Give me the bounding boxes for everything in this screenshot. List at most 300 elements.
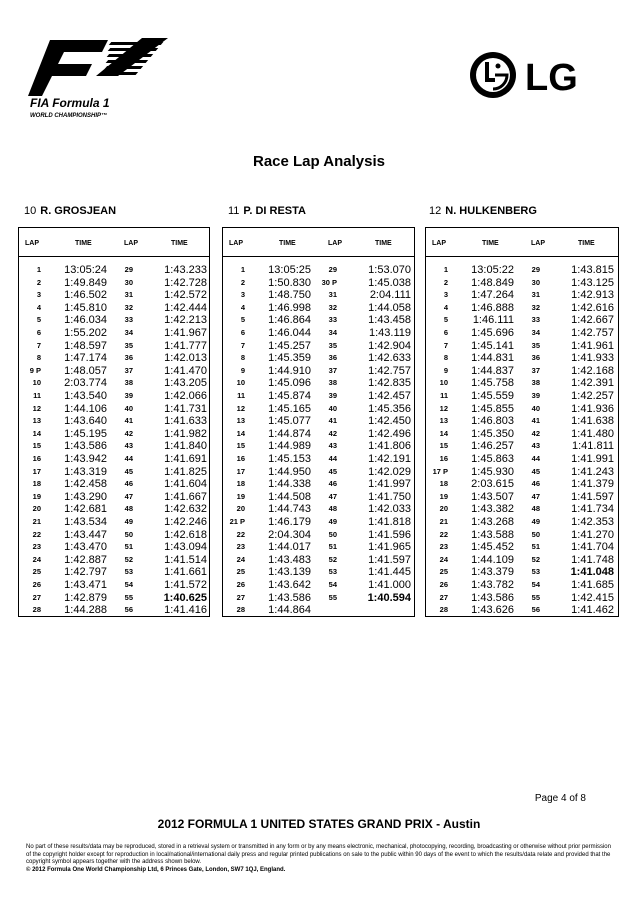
lap-time: 1:43.942 — [64, 453, 107, 465]
lap-time: 1:46.864 — [268, 314, 311, 327]
lap-number: 19 — [439, 491, 448, 501]
lap-time: 1:41.000 — [368, 579, 411, 591]
lap-time: 1:44.831 — [471, 352, 514, 365]
lap-time: 1:43.815 — [571, 264, 614, 276]
lap-number: 27 — [236, 592, 245, 602]
lap-number: 15 — [236, 441, 245, 451]
copyright: © 2012 Formula One World Championship Ltd, 6 Princes Gate, London, SW7 1QJ, England. — [26, 866, 286, 873]
lap-number: 35 — [124, 340, 133, 350]
lap-time: 1:43.268 — [471, 516, 514, 528]
lap-time: 1:41.748 — [571, 553, 614, 566]
time-header: TIME — [279, 240, 296, 247]
lap-number: 30 — [124, 277, 133, 287]
lap-number: 16 — [236, 454, 245, 463]
lap-number: 13 — [439, 416, 448, 426]
lap-number: 29 — [124, 265, 133, 274]
lap-time: 1:42.391 — [571, 377, 614, 390]
lap-time: 1:42.013 — [164, 352, 207, 365]
lap-number: 6 — [36, 328, 41, 337]
lap-time: 1:43.458 — [368, 314, 411, 327]
lap-time: 2:04.304 — [268, 528, 311, 541]
lap-time: 1:42.797 — [64, 566, 107, 579]
lap-number: 5 — [36, 315, 41, 325]
lap-number: 42 — [328, 428, 337, 438]
lap-time: 1:43.640 — [64, 415, 107, 428]
lap-time: 1:42.029 — [368, 465, 411, 478]
lap-number: 43 — [328, 441, 337, 451]
time-header: TIME — [578, 240, 595, 247]
lap-time: 1:41.597 — [571, 490, 614, 503]
lap-time: 1:44.106 — [64, 402, 107, 415]
lap-time: 1:41.991 — [571, 453, 614, 465]
lap-number: 34 — [328, 328, 337, 337]
lap-time: 13:05:25 — [268, 264, 311, 276]
lap-number: 4 — [36, 302, 41, 312]
lap-number: 21 — [439, 517, 448, 526]
lap-number: 54 — [124, 580, 133, 589]
lap-number: 8 — [36, 353, 41, 363]
lap-time: 1:42.757 — [571, 327, 614, 339]
lap-time: 1:41.750 — [368, 490, 411, 503]
lap-number: 2 — [36, 277, 41, 287]
lap-number: 39 — [531, 391, 540, 400]
lap-time: 1:41.661 — [164, 566, 207, 579]
lap-header: LAP — [229, 240, 243, 247]
lap-time: 1:41.604 — [164, 478, 207, 491]
lap-number: 20 — [439, 504, 448, 514]
page-title: Race Lap Analysis — [252, 153, 385, 170]
lap-number: 32 — [531, 302, 540, 312]
lap-time: 1:47.264 — [471, 289, 514, 302]
lap-number: 45 — [124, 466, 133, 476]
lap-number: 33 — [531, 315, 540, 325]
lap-number: 23 — [32, 542, 41, 552]
lap-number: 16 — [32, 454, 41, 463]
lap-time: 1:46.502 — [64, 289, 107, 302]
driver-name: N. HULKENBERG — [445, 205, 537, 217]
lap-header: LAP — [328, 240, 342, 247]
lap-number: 51 — [328, 542, 337, 552]
lap-number: 43 — [124, 441, 133, 451]
lap-number: 56 — [531, 605, 540, 615]
lap-number: 50 — [124, 529, 133, 539]
lap-header: LAP — [124, 240, 138, 247]
f1-logo-title: FIA Formula 1 — [30, 96, 110, 110]
lap-number: 40 — [124, 403, 133, 413]
lap-time: 1:45.874 — [268, 390, 311, 402]
lap-number: 51 — [531, 542, 540, 552]
lap-time: 1:46.034 — [64, 314, 107, 327]
lap-time: 1:43.586 — [471, 591, 514, 604]
driver-header-2 — [228, 205, 306, 217]
lap-time: 1:45.165 — [268, 402, 311, 415]
driver-name: P. DI RESTA — [243, 205, 306, 217]
lap-time: 1:41.633 — [164, 415, 207, 428]
lap-header: LAP — [25, 240, 39, 247]
lap-number: 33 — [124, 315, 133, 325]
lap-time: 1:43.588 — [471, 528, 514, 541]
lap-time: 1:41.379 — [571, 478, 614, 491]
driver-name: R. GROSJEAN — [40, 205, 117, 217]
lap-number: 2 — [443, 277, 448, 287]
lap-number: 18 — [32, 479, 41, 489]
lap-time: 1:42.415 — [571, 591, 614, 604]
lap-time: 1:45.930 — [471, 465, 514, 478]
event-title: 2012 FORMULA 1 UNITED STATES GRAND PRIX - Austin — [157, 817, 481, 831]
lap-time: 1:41.936 — [571, 402, 614, 415]
lap-number: 36 — [124, 353, 133, 363]
lap-number: 26 — [32, 580, 41, 589]
lap-time: 1:41.811 — [571, 440, 614, 453]
lap-time: 1:42.879 — [64, 591, 107, 604]
lap-number: 39 — [124, 391, 133, 400]
lap-time: 1:42.246 — [164, 516, 207, 528]
lap-time: 1:41.965 — [368, 541, 411, 554]
lap-time: 1:43.205 — [164, 377, 207, 390]
lap-time: 1:46.257 — [471, 440, 514, 453]
time-header: TIME — [75, 240, 92, 247]
lap-number: 6 — [443, 328, 448, 337]
lap-time: 1:42.066 — [164, 390, 207, 402]
lap-number: 46 — [531, 479, 540, 489]
lap-number: 12 — [439, 403, 448, 413]
lap-number: 49 — [124, 517, 133, 526]
time-header: TIME — [171, 240, 188, 247]
lap-number: 11 — [33, 391, 41, 400]
lap-number: 50 — [328, 529, 337, 539]
lg-logo-text: LG — [525, 57, 578, 99]
lap-number: 15 — [32, 441, 41, 451]
lap-time: 1:48.849 — [471, 276, 514, 289]
lap-header: LAP — [432, 240, 446, 247]
lap-time: 1:42.450 — [368, 415, 411, 428]
lap-time: 1:44.864 — [268, 604, 311, 617]
lap-time: 1:43.447 — [64, 528, 107, 541]
lap-number: 34 — [531, 328, 540, 337]
lap-number: 3 — [36, 290, 41, 300]
lap-time: 1:42.457 — [368, 390, 411, 402]
lap-time: 1:45.810 — [64, 301, 107, 314]
lap-number: 53 — [124, 567, 133, 577]
lap-time: 1:43.382 — [471, 503, 514, 516]
lap-time: 1:42.191 — [368, 453, 411, 465]
lap-number: 14 — [32, 428, 41, 438]
lap-number: 14 — [439, 428, 448, 438]
lap-time: 1:43.534 — [64, 516, 107, 528]
lap-time: 1:44.874 — [268, 427, 311, 440]
lap-time: 1:44.017 — [268, 541, 311, 554]
lap-time: 1:41.243 — [571, 465, 614, 478]
lap-time: 1:42.633 — [368, 352, 411, 365]
lap-number: 9 P — [29, 365, 41, 375]
header-divider — [19, 256, 209, 257]
lap-time: 1:41.596 — [368, 528, 411, 541]
lap-number: 3 — [443, 290, 448, 300]
lap-number: 28 — [236, 605, 245, 615]
lap-time: 1:41.462 — [571, 604, 614, 617]
lap-number: 20 — [32, 504, 41, 514]
lap-number: 42 — [124, 428, 133, 438]
lap-number: 4 — [240, 302, 245, 312]
lap-number: 1 — [36, 265, 41, 274]
lap-time: 1:53.070 — [368, 264, 411, 276]
lap-number: 51 — [124, 542, 133, 552]
lap-time: 1:42.618 — [164, 528, 207, 541]
lap-time: 1:44.058 — [368, 301, 411, 314]
lap-number: 13 — [32, 416, 41, 426]
lap-number: 47 — [531, 491, 540, 501]
lap-number: 52 — [124, 554, 133, 564]
lap-number: 11 — [237, 391, 245, 400]
lap-time: 1:48.750 — [268, 289, 311, 302]
lap-time: 1:42.681 — [64, 503, 107, 516]
lap-time: 1:40.625 — [163, 591, 207, 604]
lap-number: 29 — [531, 265, 540, 274]
lap-time: 1:41.445 — [368, 566, 411, 579]
lap-number: 34 — [124, 328, 133, 337]
lap-number: 13 — [236, 416, 245, 426]
lap-number: 38 — [531, 378, 540, 388]
lap-number: 43 — [531, 441, 540, 451]
lap-number: 17 — [32, 466, 41, 476]
lap-time: 1:42.887 — [64, 553, 107, 566]
lap-number: 54 — [328, 580, 337, 589]
lap-number: 15 — [439, 441, 448, 451]
lap-number: 33 — [328, 315, 337, 325]
lap-number: 21 — [32, 517, 41, 526]
lap-number: 24 — [439, 554, 448, 564]
lap-number: 25 — [32, 567, 41, 577]
legal-text: No part of these results/data may be reproduced, stored in a retrieval system or transmitted in any form or by any means electronic, mechanical, photocopying, recording, broadcasting or otherwise without prior permission of the copyright holder except for reproduction in local/national/international daily press and regular printed publications on sale to the public within 90 days of the event to which the results/data relate and provided that the copyright symbol appears together with the address shown below. — [26, 844, 611, 865]
lap-time: 1:45.350 — [471, 427, 514, 440]
lap-number: 19 — [236, 491, 245, 501]
lap-number: 47 — [124, 491, 133, 501]
lap-number: 41 — [328, 416, 337, 426]
lap-time: 1:42.033 — [368, 503, 411, 516]
lap-time: 1:43.125 — [571, 276, 614, 289]
lap-number: 20 — [236, 504, 245, 514]
lap-number: 55 — [124, 592, 133, 602]
lap-time: 1:43.483 — [268, 553, 311, 566]
lap-number: 5 — [240, 315, 245, 325]
lap-number: 27 — [439, 592, 448, 602]
lap-number: 44 — [124, 454, 133, 463]
lap-number: 17 — [236, 466, 245, 476]
lap-time: 1:41.825 — [164, 465, 207, 478]
lap-number: 48 — [124, 504, 133, 514]
lap-number: 42 — [531, 428, 540, 438]
lap-time: 1:46.179 — [268, 516, 311, 528]
lap-number: 25 — [439, 567, 448, 577]
lap-time: 1:45.452 — [471, 541, 514, 554]
lap-time: 1:42.257 — [571, 390, 614, 402]
time-header: TIME — [482, 240, 499, 247]
lap-number: 3 — [240, 290, 245, 300]
lap-time: 1:41.691 — [164, 453, 207, 465]
f1-logo-subtitle: WORLD CHAMPIONSHIP™ — [30, 113, 107, 119]
lap-time: 1:42.835 — [368, 377, 411, 390]
lap-time: 1:43.290 — [64, 490, 107, 503]
lap-number: 55 — [531, 592, 540, 602]
lap-time: 1:41.967 — [164, 327, 207, 339]
lap-number: 27 — [32, 592, 41, 602]
lap-number: 12 — [32, 403, 41, 413]
lap-time: 1:43.642 — [268, 579, 311, 591]
lap-number: 46 — [328, 479, 337, 489]
lap-time: 1:45.855 — [471, 402, 514, 415]
lap-time: 1:45.758 — [471, 377, 514, 390]
lap-time: 13:05:22 — [471, 264, 514, 276]
lap-number: 44 — [531, 454, 540, 463]
lap-time: 1:41.416 — [164, 604, 207, 617]
lap-time: 1:47.174 — [64, 352, 107, 365]
lap-number: 55 — [328, 592, 337, 602]
lap-time: 1:42.757 — [368, 364, 411, 377]
lap-table-grosjean — [18, 227, 210, 617]
lap-time: 1:43.782 — [471, 579, 514, 591]
lap-number: 23 — [236, 542, 245, 552]
lap-number: 45 — [328, 466, 337, 476]
lap-time: 1:55.202 — [64, 327, 107, 339]
lap-number: 37 — [328, 365, 337, 375]
lap-number: 10 — [236, 378, 245, 388]
lap-time: 1:49.849 — [64, 276, 107, 289]
lg-logo — [465, 50, 615, 100]
lap-time: 1:41.685 — [571, 579, 614, 591]
lap-number: 47 — [328, 491, 337, 501]
lap-number: 32 — [328, 302, 337, 312]
lap-number: 40 — [328, 403, 337, 413]
lap-time: 1:42.496 — [368, 427, 411, 440]
lap-number: 56 — [124, 605, 133, 615]
lap-time: 1:44.743 — [268, 503, 311, 516]
lap-time: 1:41.572 — [164, 579, 207, 591]
lap-time: 1:42.632 — [164, 503, 207, 516]
lap-time: 1:44.109 — [471, 553, 514, 566]
lap-number: 22 — [32, 529, 41, 539]
lap-time: 1:48.597 — [64, 339, 107, 352]
lap-number: 8 — [443, 353, 448, 363]
lap-time: 1:45.559 — [471, 390, 514, 402]
lap-number: 12 — [236, 403, 245, 413]
lap-number: 30 P — [321, 277, 337, 287]
lap-number: 44 — [328, 454, 337, 463]
lap-time: 1:41.704 — [571, 541, 614, 554]
lap-number: 52 — [328, 554, 337, 564]
lap-time: 1:41.961 — [571, 339, 614, 352]
lap-time: 1:41.470 — [164, 364, 207, 377]
lap-number: 14 — [236, 428, 245, 438]
lap-time: 1:41.667 — [164, 490, 207, 503]
lap-number: 26 — [439, 580, 448, 589]
lap-number: 7 — [443, 340, 448, 350]
lap-number: 38 — [328, 378, 337, 388]
lap-number: 50 — [531, 529, 540, 539]
lap-time: 1:41.982 — [164, 427, 207, 440]
lap-time: 1:41.638 — [571, 415, 614, 428]
lap-number: 25 — [236, 567, 245, 577]
lap-time: 1:41.731 — [164, 402, 207, 415]
f1-logo — [22, 34, 182, 120]
lap-time: 1:45.696 — [471, 327, 514, 339]
lap-number: 24 — [236, 554, 245, 564]
lap-number: 31 — [328, 290, 337, 300]
lap-number: 4 — [443, 302, 448, 312]
lap-number: 40 — [531, 403, 540, 413]
lap-time: 1:46.044 — [268, 327, 311, 339]
lap-time: 1:41.270 — [571, 528, 614, 541]
lap-table-hulkenberg — [425, 227, 619, 617]
lap-number: 26 — [236, 580, 245, 589]
lap-number: 46 — [124, 479, 133, 489]
lap-time: 1:45.153 — [268, 453, 311, 465]
lap-time: 1:45.356 — [368, 402, 411, 415]
lap-time: 1:44.288 — [64, 604, 107, 617]
lap-time: 1:42.458 — [64, 478, 107, 491]
lap-number: 10 — [32, 378, 41, 388]
lap-time: 1:45.096 — [268, 377, 311, 390]
lap-number: 38 — [124, 378, 133, 388]
lap-number: 2 — [240, 277, 245, 287]
lap-time: 1:40.594 — [367, 591, 411, 604]
legal-notice — [26, 844, 616, 874]
lap-time: 1:46.888 — [471, 301, 514, 314]
lap-time: 1:43.626 — [471, 604, 514, 617]
lap-number: 17 P — [432, 466, 448, 476]
lap-number: 21 P — [229, 517, 245, 526]
lap-number: 49 — [328, 517, 337, 526]
lap-time: 1:44.950 — [268, 465, 311, 478]
lap-time: 1:41.818 — [368, 516, 411, 528]
lap-time: 1:41.734 — [571, 503, 614, 516]
lap-time: 1:42.728 — [164, 276, 207, 289]
lap-time: 1:42.353 — [571, 516, 614, 528]
driver-header-3 — [429, 205, 537, 217]
lap-time: 1:43.471 — [64, 579, 107, 591]
lap-time: 1:45.863 — [471, 453, 514, 465]
lap-time: 1:43.507 — [471, 490, 514, 503]
lap-number: 11 — [440, 391, 448, 400]
lap-time: 1:42.667 — [571, 314, 614, 327]
lap-time: 1:48.057 — [64, 364, 107, 377]
lap-time: 1:42.913 — [571, 289, 614, 302]
lap-number: 18 — [439, 479, 448, 489]
lap-number: 18 — [236, 479, 245, 489]
header-divider — [426, 256, 618, 257]
lap-time: 1:41.597 — [368, 553, 411, 566]
lap-number: 6 — [240, 328, 245, 337]
driver-header-1 — [24, 205, 116, 217]
lap-number: 36 — [531, 353, 540, 363]
lap-time: 1:41.806 — [368, 440, 411, 453]
lap-number: 52 — [531, 554, 540, 564]
lap-time: 1:42.904 — [368, 339, 411, 352]
lap-number: 24 — [32, 554, 41, 564]
lap-number: 28 — [32, 605, 41, 615]
lap-time: 1:43.319 — [64, 465, 107, 478]
lap-number: 1 — [443, 265, 448, 274]
lap-time: 1:43.233 — [164, 264, 207, 276]
lap-number: 35 — [328, 340, 337, 350]
lap-time: 1:45.077 — [268, 415, 311, 428]
lap-number: 9 — [443, 365, 448, 375]
lap-number: 31 — [124, 290, 133, 300]
lap-time: 1:44.338 — [268, 478, 311, 491]
lap-time: 1:41.840 — [164, 440, 207, 453]
lap-number: 41 — [124, 416, 133, 426]
lap-number: 53 — [328, 567, 337, 577]
lap-number: 41 — [531, 416, 540, 426]
